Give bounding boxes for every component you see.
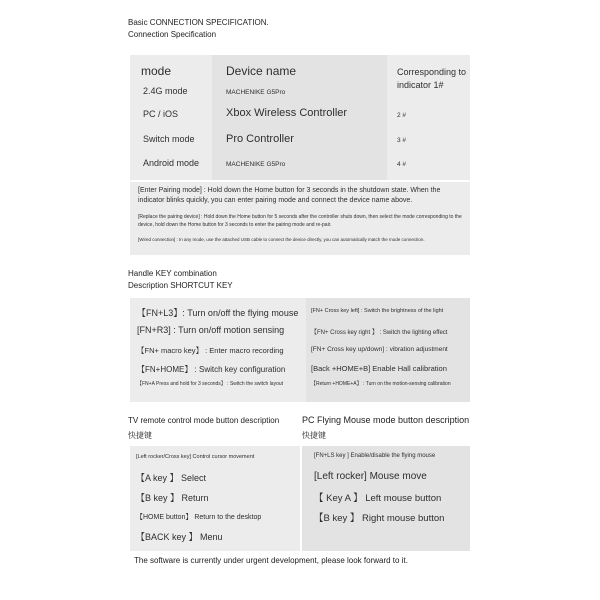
row-mode: 2.4G mode <box>143 86 188 96</box>
note-pairing: [Enter Pairing mode] : Hold down the Home button for 3 seconds in the shutdown state. When the indicator blinks quickly, you can enter pairing mode and connect the device name above. <box>138 187 441 204</box>
tv-heading: TV remote control mode button description <box>128 416 280 425</box>
row-mode: Android mode <box>143 158 200 168</box>
note-replace: [Replace the pairing device] : Hold down the Home button for 5 seconds after the controller shuts down, then select the mode corresponding to the device, hold down the Home button for 3 seconds to enter the pairing mode and re-pair. <box>138 214 462 228</box>
footer-note: The software is currently under urgent development, please look forward to it. <box>134 556 408 565</box>
tv-item: 【HOME button】 Return to the desktop <box>136 514 262 521</box>
row-indicator: 3 # <box>397 137 407 144</box>
shortcut-heading: Handle KEY combination <box>128 269 217 278</box>
connection-heading: Basic CONNECTION SPECIFICATION. <box>128 18 269 27</box>
tv-item: 【BACK key 】 Menu <box>136 532 223 542</box>
pc-subheading: 快捷键 <box>302 431 326 440</box>
pc-item: [FN+LS key ] Enable/disable the flying mouse <box>314 453 436 459</box>
shortcut-left-item: 【FN+A Press and hold for 3 seconds】 : Switch the switch layout <box>137 381 284 387</box>
tv-item: [Left rocker/Cross key] Control cursor movement <box>136 454 255 460</box>
shortcut-right-item: [FN+ Cross key up/down] : vibration adjustment <box>311 346 448 353</box>
row-device: MACHENIKE G5Pro <box>226 161 286 168</box>
pc-heading: PC Flying Mouse mode button description <box>302 415 470 425</box>
pc-item: 【B key 】 Right mouse button <box>314 513 445 524</box>
row-device: Xbox Wireless Controller <box>226 107 348 119</box>
shortcut-right-item: [Back +HOME+B] Enable Hall calibration <box>311 364 447 373</box>
col-header-indicator: Corresponding to indicator 1# <box>397 67 467 90</box>
note-wired: [Wired connection] : In any mode, use the attached USB cable to connect the device directly, you can automatically match the mode connection. <box>138 237 425 242</box>
col-header-mode: mode <box>141 64 172 78</box>
shortcut-left-item: 【FN+HOME】 : Switch key configuration <box>137 365 286 374</box>
pc-item: 【 Key A 】 Left mouse button <box>314 493 442 504</box>
col-header-device: Device name <box>226 64 297 78</box>
tv-item: 【A key 】 Select <box>136 473 207 483</box>
row-indicator: 4 # <box>397 161 407 168</box>
shortcut-right-item: 【FN+ Cross key right 】 : Switch the lighting effect <box>311 330 448 336</box>
shortcut-left-item: 【FN+ macro key】 : Enter macro recording <box>137 346 284 355</box>
row-device: MACHENIKE G5Pro <box>226 89 286 96</box>
pc-item: [Left rocker] Mouse move <box>314 471 427 482</box>
connection-subheading: Connection Specification <box>128 30 217 39</box>
shortcut-left-item: [FN+R3] : Turn on/off motion sensing <box>137 325 285 335</box>
shortcut-right-item: [FN+ Cross key left] : Switch the brightness of the light <box>311 308 444 314</box>
shortcut-subheading: Description SHORTCUT KEY <box>128 281 233 290</box>
row-mode: PC / iOS <box>143 109 179 119</box>
tv-item: 【B key 】 Return <box>136 493 209 503</box>
row-indicator: 2 # <box>397 112 407 119</box>
shortcut-left-item: 【FN+L3】: Turn on/off the flying mouse <box>137 308 299 318</box>
row-mode: Switch mode <box>143 134 195 144</box>
tv-subheading: 快捷键 <box>128 431 152 440</box>
shortcut-right-item: 【Return +HOME+A】 : Turn on the motion-sensing calibration <box>311 381 451 387</box>
row-device: Pro Controller <box>226 133 294 145</box>
